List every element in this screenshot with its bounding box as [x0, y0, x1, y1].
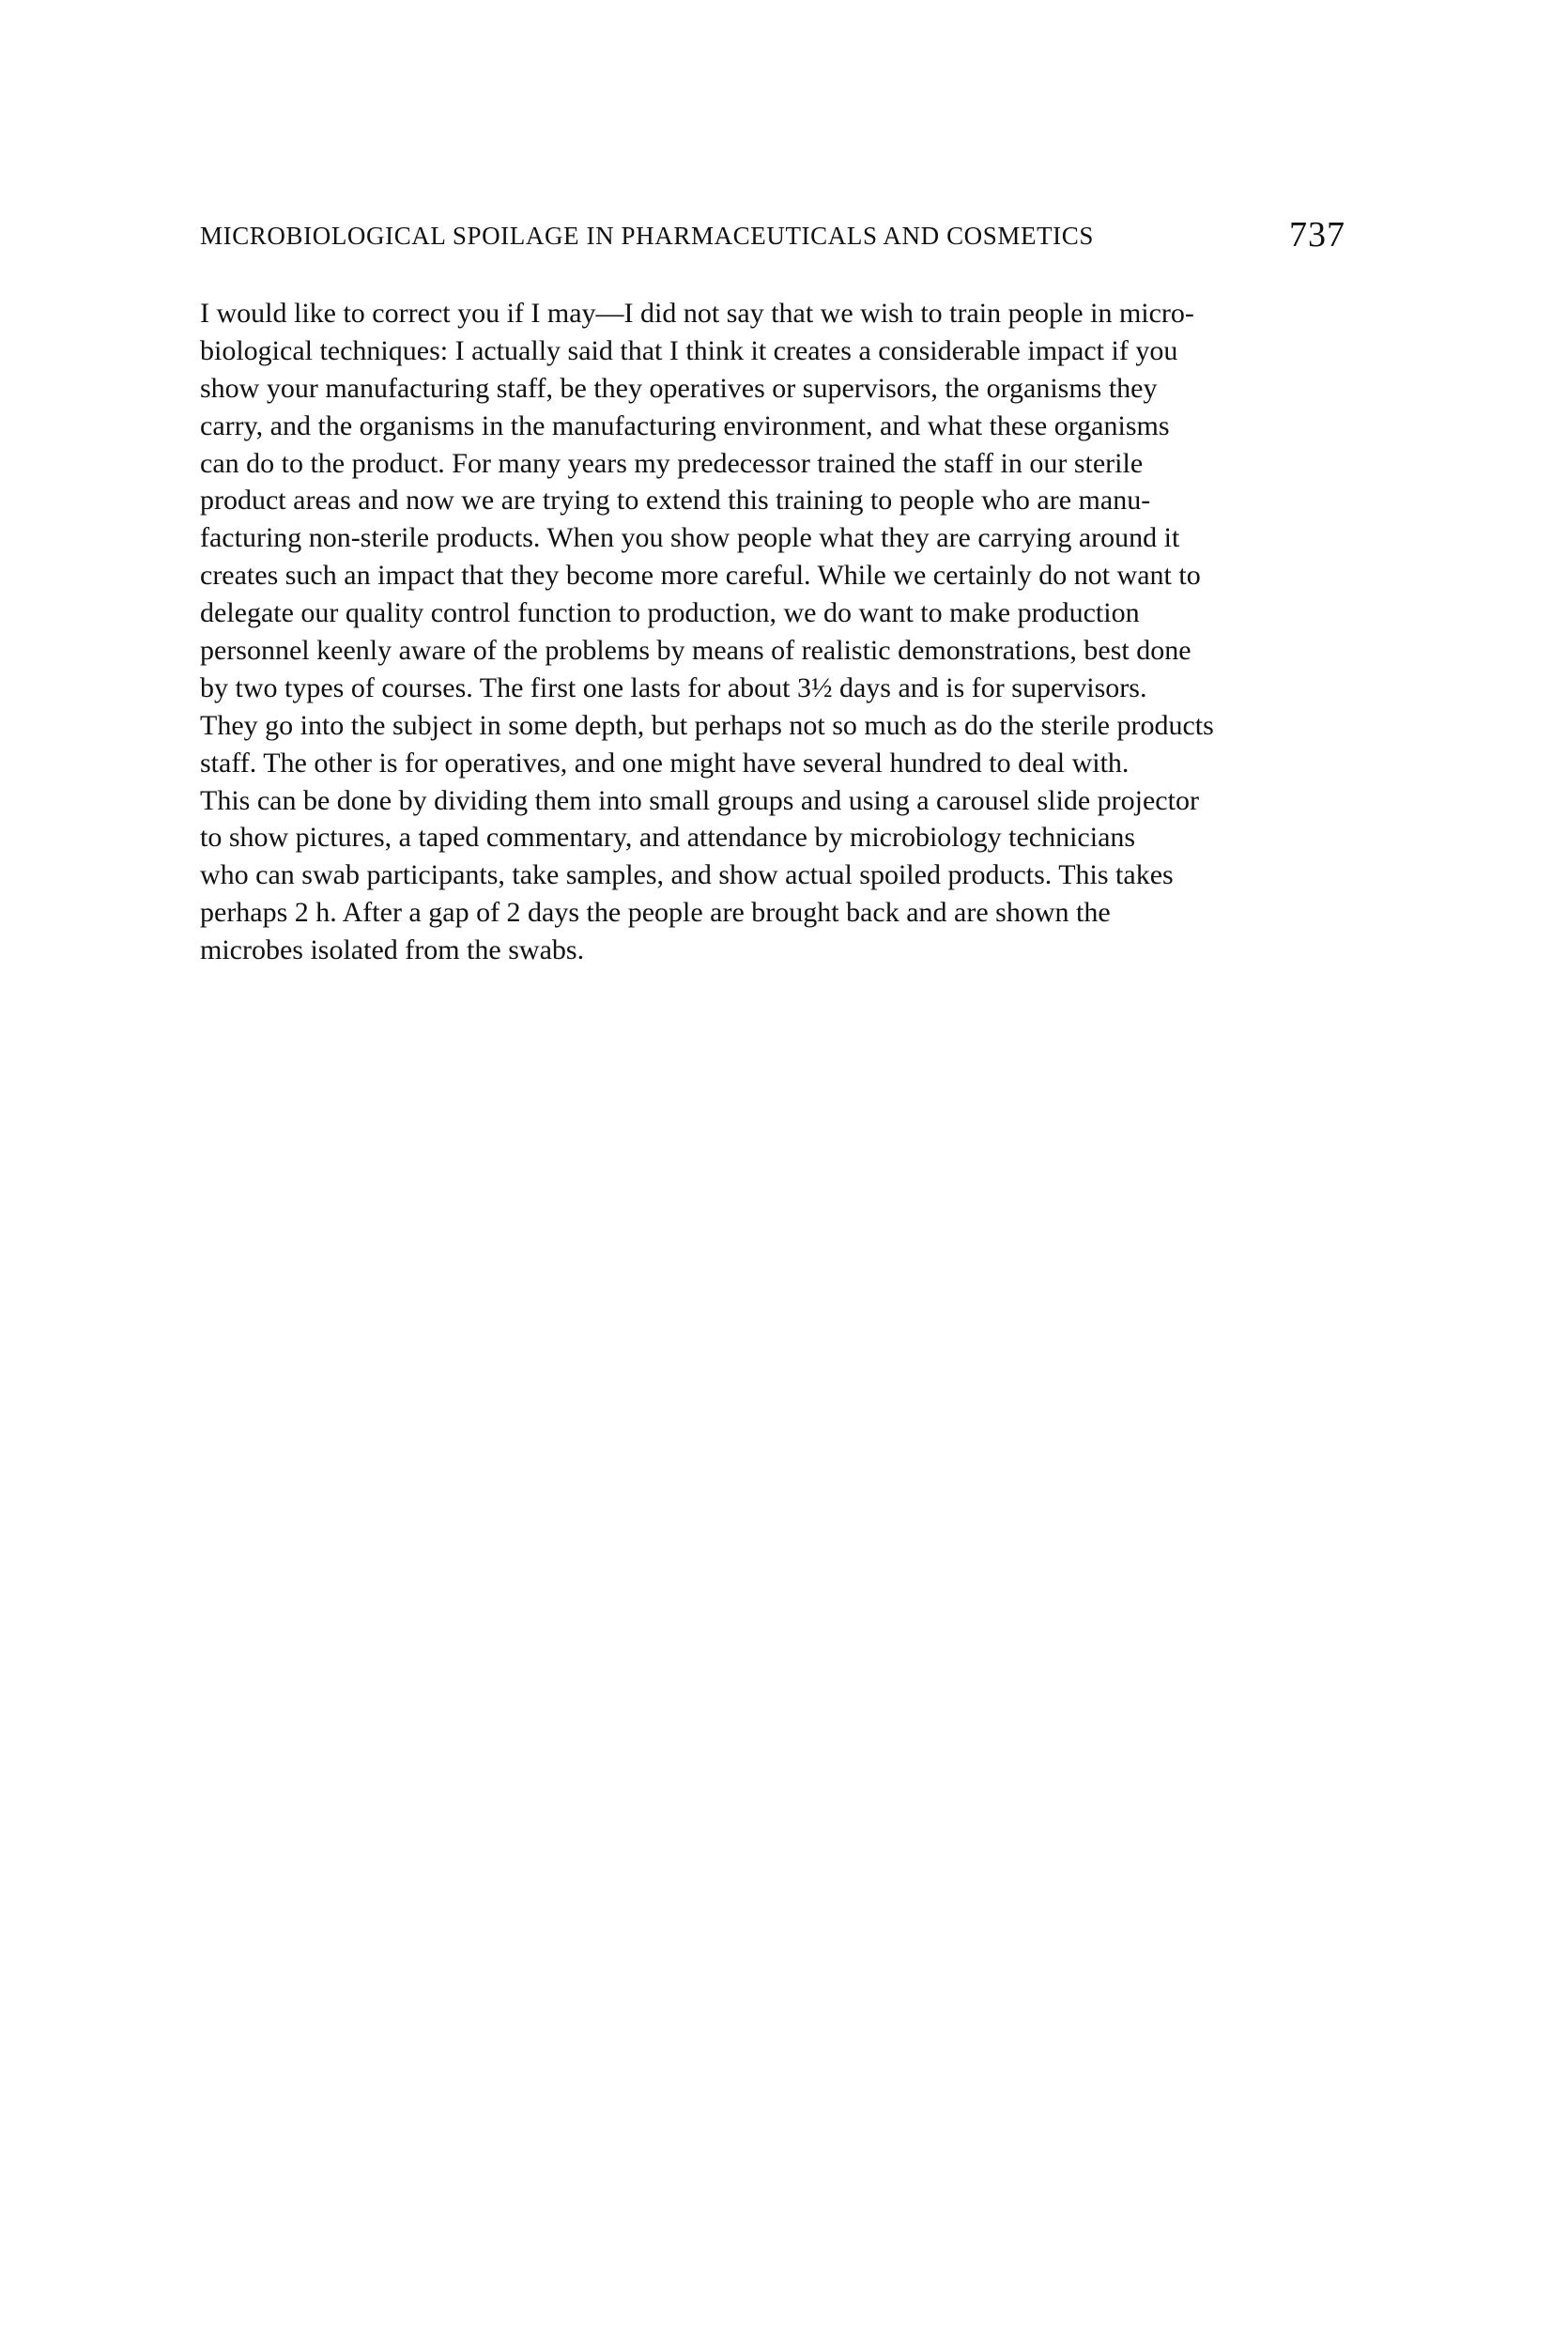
text-line: show your manufacturing staff, be they operatives or supervisors, the organisms they — [200, 372, 1158, 404]
text-line: can do to the product. For many years my predecessor trained the staff in our sterile — [200, 447, 1144, 479]
text-line: This can be done by dividing them into small groups and using a carousel slide projector — [200, 784, 1199, 816]
text-line: delegate our quality control function to production, we do want to make production — [200, 597, 1140, 629]
text-line: carry, and the organisms in the manufacturing environment, and what these organisms — [200, 409, 1170, 441]
text-line: staff. The other is for operatives, and one might have several hundred to deal with. — [200, 747, 1130, 779]
text-line: I would like to correct you if I may—I did not say that we wish to train people in micro- — [200, 298, 1194, 329]
body-paragraph — [200, 295, 1345, 969]
text-line: product areas and now we are trying to extend this training to people who are manu- — [200, 485, 1151, 517]
text-line: perhaps 2 h. After a gap of 2 days the people are brought back and are shown the — [200, 897, 1111, 929]
text-line: facturing non-sterile products. When you show people what they are carrying around it — [200, 522, 1180, 554]
text-line: microbes isolated from the swabs. — [200, 934, 585, 966]
running-header — [200, 214, 1345, 261]
text-line: biological techniques: I actually said that I think it creates a considerable impact if you — [200, 334, 1178, 366]
text-line: creates such an impact that they become more careful. While we certainly do not want to — [200, 560, 1201, 592]
text-line: by two types of courses. The first one lasts for about 3½ days and is for supervisors. — [200, 671, 1147, 703]
page-number: 737 — [1289, 215, 1345, 255]
running-title: MICROBIOLOGICAL SPOILAGE IN PHARMACEUTICALS AND COSMETICS — [200, 222, 1095, 250]
text-line: to show pictures, a taped commentary, and attendance by microbiology technicians — [200, 822, 1136, 854]
text-line: personnel keenly aware of the problems by means of realistic demonstrations, best done — [200, 635, 1191, 667]
text-line: who can swab participants, take samples, and show actual spoiled products. This takes — [200, 859, 1174, 891]
text-line: They go into the subject in some depth, but perhaps not so much as do the sterile products — [200, 709, 1214, 741]
